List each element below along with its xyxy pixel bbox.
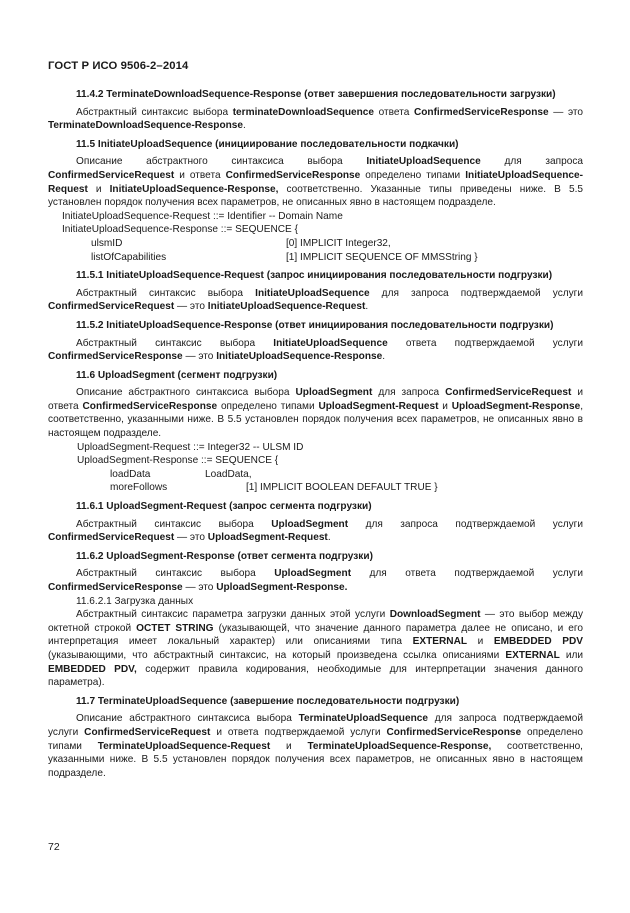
paragraph-11-7: Описание абстрактного синтаксиса выбора TerminateUploadSequence для запроса подтверждаемой услуги ConfirmedServiceRequest и ответа подтверждаемой услуги ConfirmedServiceResponse определено типами TerminateUploadSequence-Request и TerminateUploadSequence-Response, соответственно, указанными ниже. В 5.5 установлен порядок получения всех параметров, не описанных явно в настоящем подразделе. — [48, 713, 583, 779]
code-field: loadData — [110, 468, 151, 480]
paragraph-11-6-2-1: Абстрактный синтаксис параметра загрузки данных этой услуги DownloadSegment — это выбор между октетной строкой OCTET STRING (указывающей, что значение данного параметра далее не описано, и его интерпретация имеет локальный характер) или описаниями типа EXTERNAL и EMBEDDED PDV (указывающими, что абстрактный синтаксис, на который произведена ссылка описаниями EXTERNAL или EMBEDDED PDV, содержит правила кодирования, необходимые для интерпретации значения данного параметра). — [48, 609, 583, 689]
paragraph-11-4-2: Абстрактный синтаксис выбора terminateDownloadSequence ответа ConfirmedServiceResponse — это TerminateDownloadSequence-Response. — [48, 106, 583, 132]
section-heading-11-5-2: 11.5.2 InitiateUploadSequence-Response (ответ инициирования последовательности подгрузки) — [76, 319, 554, 331]
section-heading-11-7: 11.7 TerminateUploadSequence (завершение последовательности подгрузки) — [76, 695, 460, 707]
paragraph-11-6-1: Абстрактный синтаксис выбора UploadSegment для запроса подтверждаемой услуги ConfirmedServiceRequest — это UploadSegment-Request. — [48, 518, 584, 544]
section-heading-11-6-2-1: 11.6.2.1 Загрузка данных — [76, 595, 194, 607]
code-block-11-5 — [48, 210, 583, 264]
code-type: [1] IMPLICIT SEQUENCE OF MMSString } — [286, 251, 478, 263]
page-header: ГОСТ Р ИСО 9506-2–2014 — [48, 60, 189, 72]
page-content — [48, 88, 583, 780]
section-heading-11-5-1: 11.5.1 InitiateUploadSequence-Request (запрос инициирования последовательности подгрузки) — [76, 270, 553, 282]
code-type: [0] IMPLICIT Integer32, — [286, 237, 391, 249]
paragraph-11-5-1: Абстрактный синтаксис выбора InitiateUploadSequence для запроса подтверждаемой услуги ConfirmedServiceRequest — это InitiateUploadSequence-Request. — [48, 287, 583, 313]
section-heading-11-6-2: 11.6.2 UploadSegment-Response (ответ сегмента подгрузки) — [76, 550, 373, 562]
section-heading-11-4-2: 11.4.2 TerminateDownloadSequence-Response (ответ завершения последовательности загрузки) — [76, 89, 556, 100]
paragraph-11-6-2: Абстрактный синтаксис выбора UploadSegment для ответа подтверждаемой услуги ConfirmedServiceResponse — это UploadSegment-Response. — [48, 568, 583, 593]
paragraph-11-5-2: Абстрактный синтаксис выбора InitiateUploadSequence ответа подтверждаемой услуги ConfirmedServiceResponse — это InitiateUploadSequence-Response. — [48, 337, 583, 363]
code-field: listOfCapabilities — [91, 251, 167, 263]
code-line: UploadSegment-Response ::= SEQUENCE { — [77, 455, 279, 467]
code-field: ulsmID — [91, 237, 123, 249]
section-heading-11-6-1: 11.6.1 UploadSegment-Request (запрос сегмента подгрузки) — [76, 501, 372, 513]
paragraph-11-5: Описание абстрактного синтаксиса выбора InitiateUploadSequence для запроса ConfirmedServiceRequest и ответа ConfirmedServiceResponse определено типами InitiateUploadSequence-Request и InitiateUploadSequence-Response, соответственно. Указанные типы приведены ниже. В 5.5 установлен порядок получения всех параметров, не описанных явно в настоящем подразделе. — [48, 156, 584, 209]
code-line: UploadSegment-Request ::= Integer32 -- ULSM ID — [77, 441, 304, 453]
paragraph-11-6: Описание абстрактного синтаксиса выбора UploadSegment для запроса ConfirmedServiceRequest и ответа ConfirmedServiceResponse определено типами UploadSegment-Request и UploadSegment-Response, соответственно, указанными ниже. В 5.5 установлен порядок получения всех параметров, не описанных явно в настоящем подразделе. — [48, 387, 583, 440]
code-type: LoadData, — [205, 468, 252, 480]
code-type: [1] IMPLICIT BOOLEAN DEFAULT TRUE } — [246, 482, 438, 494]
page-number: 72 — [48, 841, 60, 853]
section-heading-11-6: 11.6 UploadSegment (сегмент подгрузки) — [76, 369, 278, 381]
code-field: moreFollows — [110, 482, 168, 494]
code-block-11-6 — [48, 441, 583, 495]
code-line: InitiateUploadSequence-Response ::= SEQUENCE { — [62, 224, 298, 236]
code-line: InitiateUploadSequence-Request ::= Identifier -- Domain Name — [62, 210, 343, 222]
section-heading-11-5: 11.5 InitiateUploadSequence (инициирование последовательности подкачки) — [76, 138, 459, 150]
